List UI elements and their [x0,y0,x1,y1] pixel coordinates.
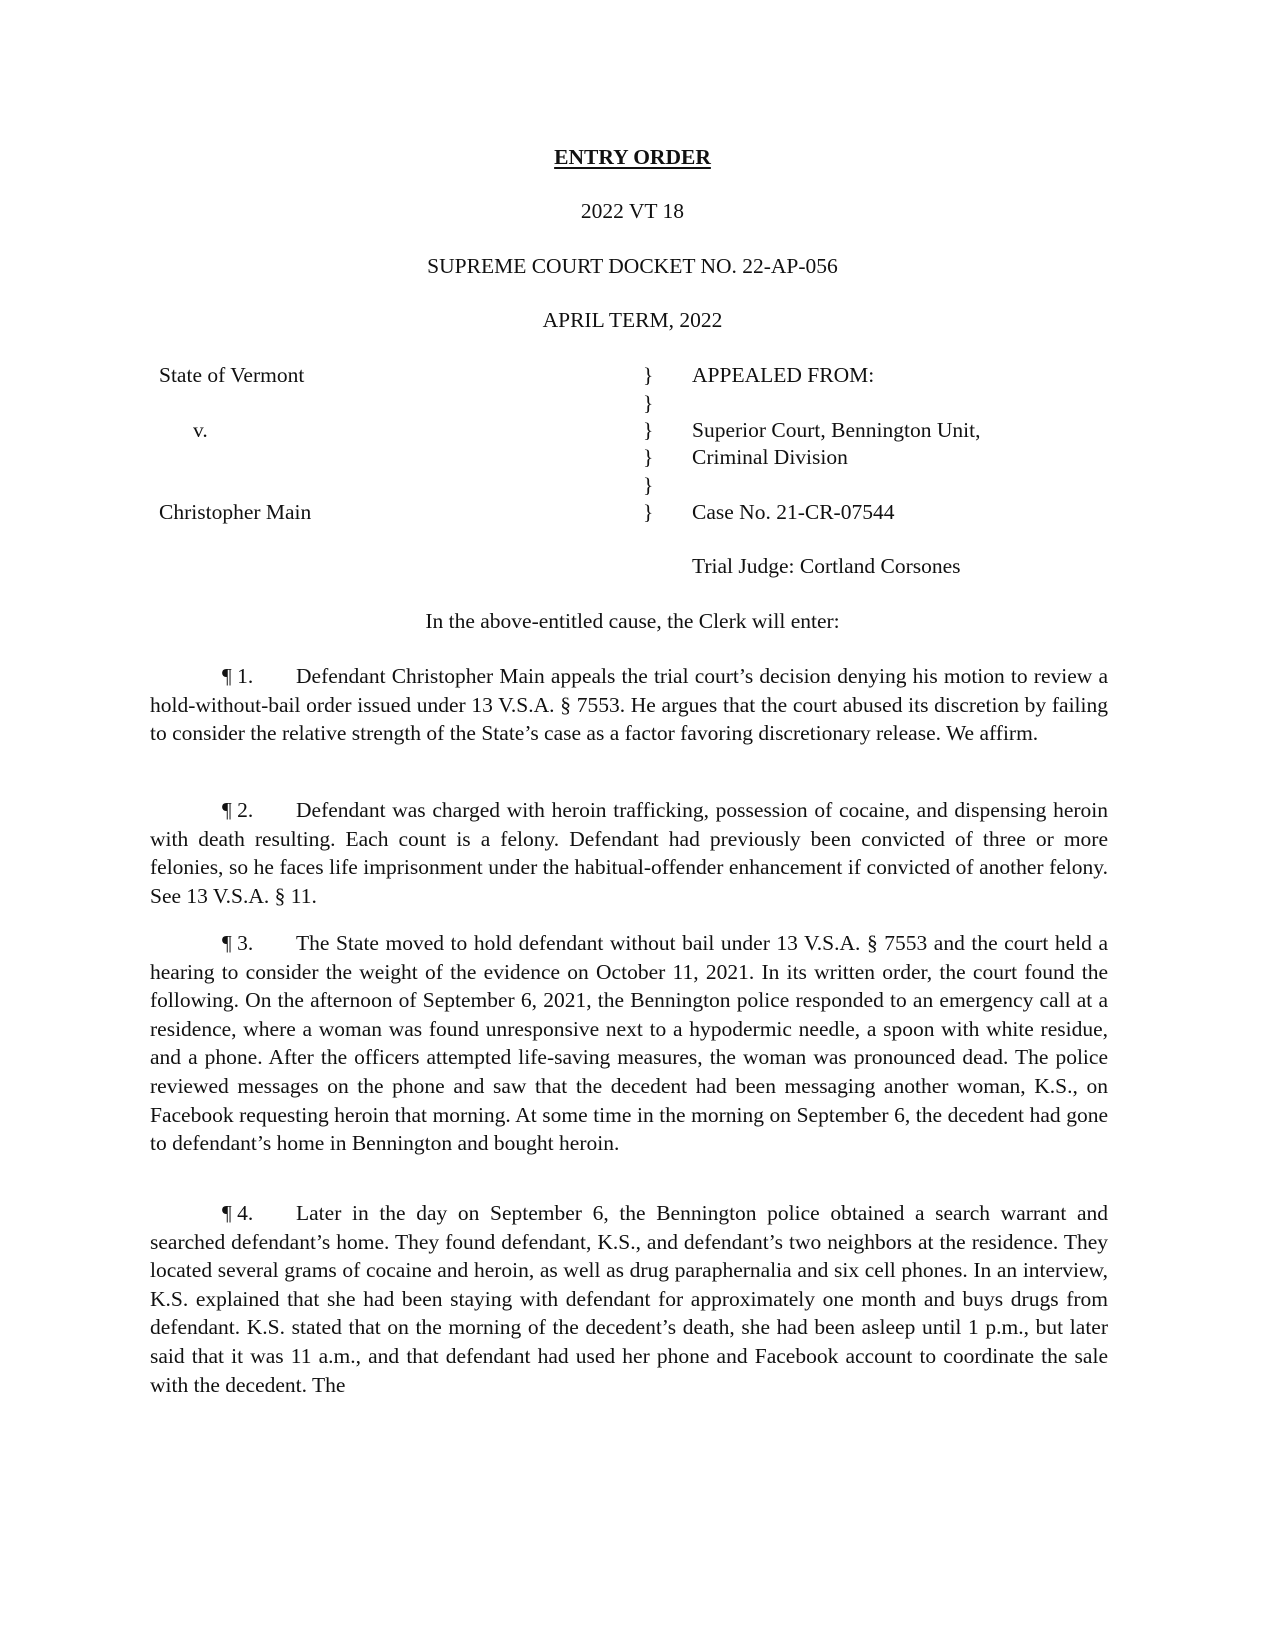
versus: v. [193,418,208,442]
paragraph-text: Defendant was charged with heroin trafficking, possession of cocaine, and dispensing heroin with death resulting. Each count is a felony. Defendant had previously been convicted of three or more felonies, so he faces life imprisonment under the habitual-offender enhancement if convicted of another felony. See 13 V.S.A. § 11. [150,798,1108,908]
brace-divider: } [643,445,654,469]
paragraph-mark: ¶ 4. [222,1201,254,1225]
trial-judge: Trial Judge: Cortland Corsones [692,554,961,578]
brace-divider: } [643,418,654,442]
paragraph-text: Later in the day on September 6, the Bennington police obtained a search warrant and searched defendant’s home. They found defendant, K.S., and defendant’s two neighbors at the residence. They located several grams of cocaine and heroin, as well as drug paraphernalia and six cell phones. In an interview, K.S. explained that she had been staying with defendant for approximately one month and buys drugs from defendant. K.S. stated that on the morning of the decedent’s death, she had been asleep until 1 p.m., but later said that it was 11 a.m., and that defendant had used her phone and Facebook account to coordinate the sale with the decedent. The [150,1201,1108,1397]
paragraph-3 [150,929,1108,1158]
appealed-from-label: APPEALED FROM: [692,363,875,387]
paragraph-mark: ¶ 1. [222,664,254,688]
paragraph-text: Defendant Christopher Main appeals the trial court’s decision denying his motion to review a hold-without-bail order issued under 13 V.S.A. § 7553. He argues that the court abused its discretion by failing to consider the relative strength of the State’s case as a factor favoring discretionary release. We affirm. [150,664,1108,746]
defendant-name: Christopher Main [159,500,312,524]
intro-line: In the above-entitled cause, the Clerk will enter: [425,609,840,633]
brace-divider: } [643,500,654,524]
lower-court-line2: Criminal Division [692,445,848,469]
brace-divider: } [643,473,654,497]
case-number: Case No. 21-CR-07544 [692,500,895,524]
brace-divider: } [643,363,654,387]
paragraph-mark: ¶ 3. [222,931,254,955]
paragraph-2 [150,796,1108,910]
paragraph-1 [150,662,1108,748]
plaintiff-name: State of Vermont [159,363,305,387]
docket-number: SUPREME COURT DOCKET NO. 22-AP-056 [427,254,838,278]
brace-divider: } [643,391,654,415]
court-term: APRIL TERM, 2022 [542,308,723,332]
citation: 2022 VT 18 [580,199,685,223]
lower-court-line1: Superior Court, Bennington Unit, [692,418,981,442]
document-title: ENTRY ORDER [554,145,711,169]
paragraph-text: The State moved to hold defendant without bail under 13 V.S.A. § 7553 and the court held a hearing to consider the weight of the evidence on October 11, 2021. In its written order, the court found the following. On the afternoon of September 6, 2021, the Bennington police responded to an emergency call at a residence, where a woman was found unresponsive next to a hypodermic needle, a spoon with white residue, and a phone. After the officers attempted life-saving measures, the woman was pronounced dead. The police reviewed messages on the phone and saw that the decedent had been messaging another woman, K.S., on Facebook requesting heroin that morning. At some time in the morning on September 6, the decedent had gone to defendant’s home in Bennington and bought heroin. [150,931,1108,1156]
paragraph-mark: ¶ 2. [222,798,254,822]
paragraph-4 [150,1199,1108,1399]
